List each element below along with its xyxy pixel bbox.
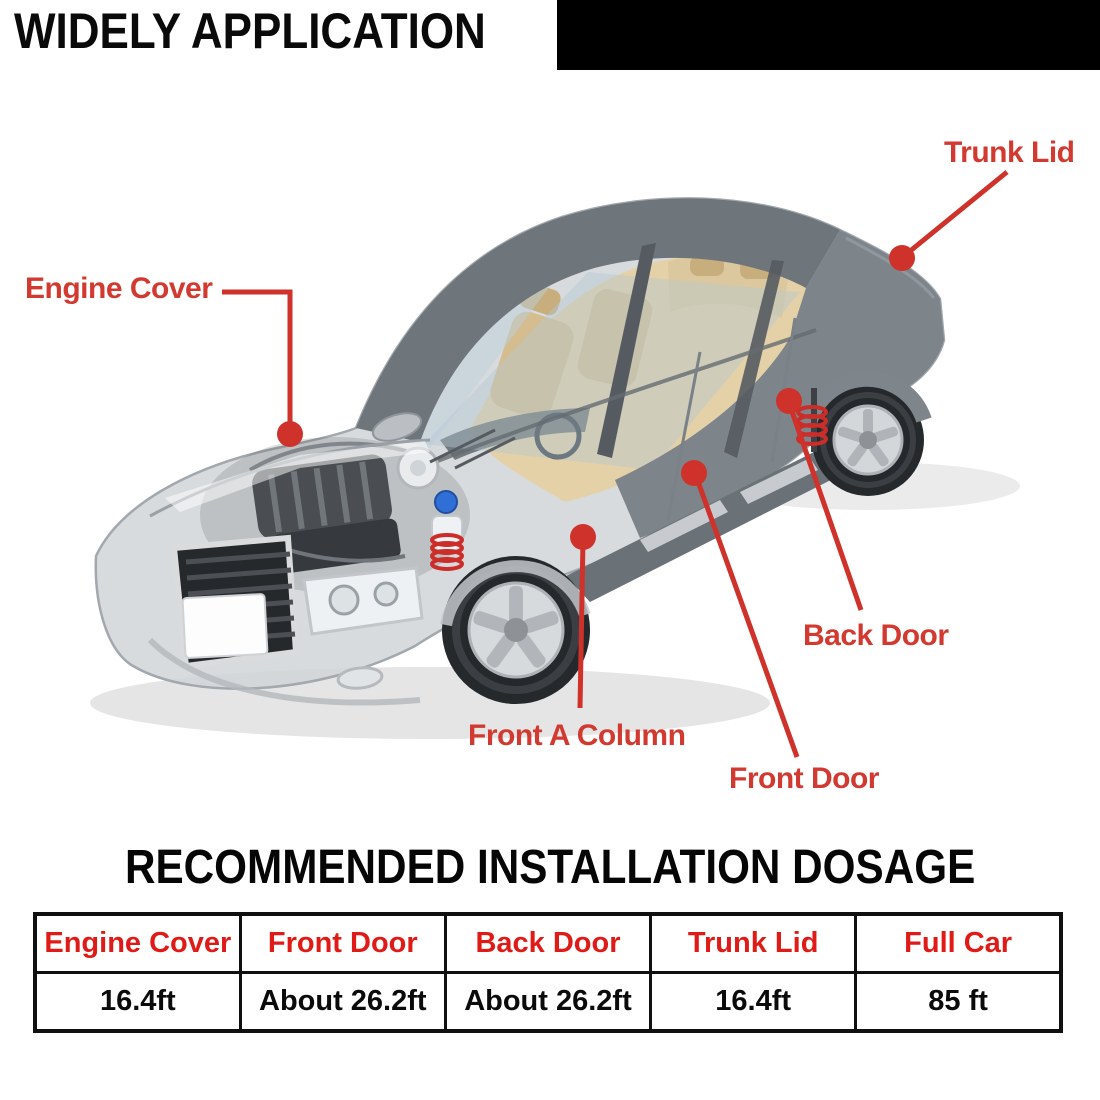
callout-dot-front-a-column (570, 524, 596, 550)
callout-dot-trunk-lid (889, 245, 915, 271)
dosage-header-full-car: Full Car (856, 914, 1061, 973)
license-plate (182, 594, 267, 658)
dosage-value-back-door: About 26.2ft (445, 973, 650, 1032)
callout-label-front-a-column: Front A Column (468, 719, 686, 752)
callout-dot-engine-cover (277, 421, 303, 447)
callout-line-engine-cover (222, 292, 290, 432)
dosage-header-row (35, 914, 1061, 973)
dosage-value-full-car: 85 ft (856, 973, 1061, 1032)
callout-label-trunk-lid: Trunk Lid (944, 136, 1075, 169)
callout-dot-back-door (776, 388, 802, 414)
callout-dot-front-door (681, 460, 707, 486)
callout-line-trunk-lid (904, 172, 1007, 256)
dosage-section-title: RECOMMENDED INSTALLATION DOSAGE (124, 841, 976, 894)
dosage-header-front-door: Front Door (240, 914, 445, 973)
callout-label-engine-cover: Engine Cover (25, 272, 213, 305)
dosage-header-back-door: Back Door (445, 914, 650, 973)
dosage-header-engine-cover: Engine Cover (35, 914, 240, 973)
callout-label-back-door: Back Door (803, 619, 949, 652)
front-wheel (442, 556, 590, 704)
callout-line-front-a-column (580, 540, 583, 708)
dosage-value-row (35, 973, 1061, 1032)
dosage-table (33, 912, 1063, 1033)
dosage-value-front-door: About 26.2ft (240, 973, 445, 1032)
dosage-value-engine-cover: 16.4ft (35, 973, 240, 1032)
dosage-header-trunk-lid: Trunk Lid (651, 914, 856, 973)
dosage-value-trunk-lid: 16.4ft (651, 973, 856, 1032)
callout-label-front-door: Front Door (729, 762, 879, 795)
page-title: WIDELY APPLICATION (14, 3, 486, 59)
